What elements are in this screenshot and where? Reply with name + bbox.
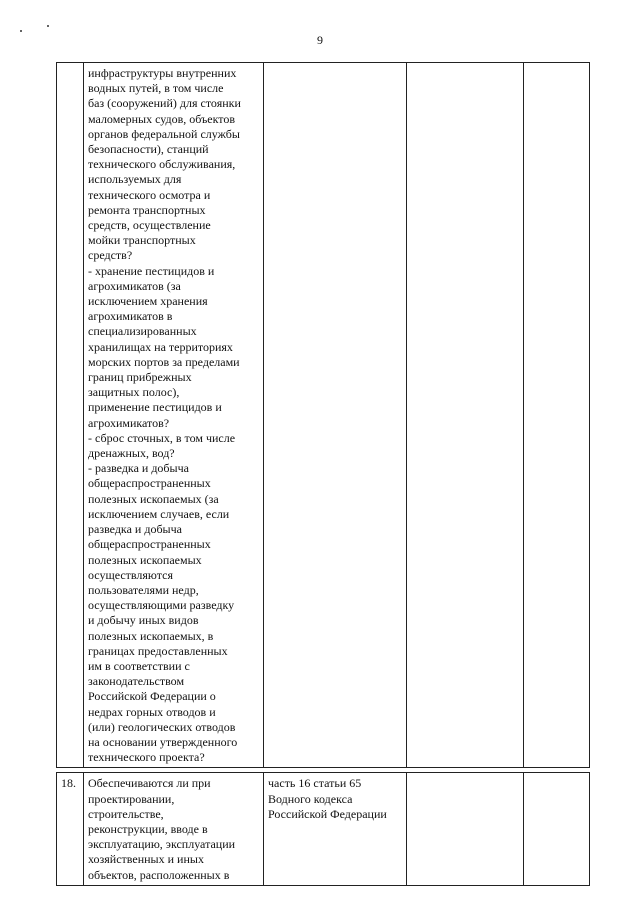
table-row (57, 773, 590, 886)
text-line: ремонта транспортных (88, 202, 206, 217)
text-line: дренажных, вод? (88, 446, 175, 461)
text-line: безопасности), станций (88, 142, 209, 157)
text-line: Обеспечиваются ли при (88, 776, 211, 791)
text-line: осуществляются (88, 567, 173, 582)
text-line: Российской Федерации о (88, 689, 216, 704)
empty-cell (524, 63, 590, 768)
question-cell (84, 773, 264, 886)
text-line: баз (сооружений) для стоянки (88, 96, 241, 111)
empty-cell (407, 63, 524, 768)
question-text (88, 776, 259, 882)
text-line: морских портов за пределами (88, 354, 240, 369)
empty-cell (407, 773, 524, 886)
text-line: специализированных (88, 324, 197, 339)
text-line: реконструкции, вводе в (88, 821, 208, 836)
text-line: органов федеральной службы (88, 126, 240, 141)
text-line: технического проекта? (88, 750, 205, 765)
text-line: исключением хранения (88, 294, 208, 309)
text-line: часть 16 статьи 65 (268, 776, 362, 791)
reference-cell (264, 63, 407, 768)
text-line: мойки транспортных (88, 233, 196, 248)
text-line: исключением случаев, если (88, 506, 230, 521)
text-line: недрах горных отводов и (88, 704, 216, 719)
row-number-cell: 18. (57, 773, 84, 886)
text-line: водных путей, в том числе (88, 81, 224, 96)
text-line: эксплуатацию, эксплуатации (88, 837, 236, 852)
text-line: осуществляющими разведку (88, 598, 235, 613)
text-line: полезных ископаемых, в (88, 628, 214, 643)
text-line: инфраструктуры внутренних (88, 66, 237, 80)
text-line: агрохимикатов? (88, 415, 170, 430)
text-line: технического обслуживания, (88, 157, 236, 172)
text-line: агрохимикатов в (88, 309, 173, 324)
text-line: разведка и добыча (88, 522, 182, 537)
text-line: Водного кодекса (268, 791, 353, 806)
text-line: - сброс сточных, в том числе (88, 430, 236, 445)
table-row (57, 63, 590, 768)
text-line: защитных полос), (88, 385, 180, 400)
empty-cell (524, 773, 590, 886)
reference-cell (264, 773, 407, 886)
text-line: - хранение пестицидов и (88, 263, 215, 278)
text-line: строительстве, (88, 806, 164, 821)
text-line: полезных ископаемых (88, 552, 202, 567)
page-number: 9 (317, 33, 323, 47)
text-line: технического осмотра и (88, 187, 211, 202)
text-line: хранилищах на территориях (88, 339, 233, 354)
text-line: используемых для (88, 172, 182, 187)
row-number-cell (57, 63, 84, 768)
text-line: и добычу иных видов (88, 613, 199, 628)
text-line: общераспространенных (88, 476, 211, 491)
text-line: объектов, расположенных в (88, 867, 230, 882)
text-line: общераспространенных (88, 537, 211, 552)
text-line: проектировании, (88, 791, 175, 806)
requirements-table (56, 62, 590, 886)
text-line: применение пестицидов и (88, 400, 222, 415)
text-line: (или) геологических отводов (88, 719, 236, 734)
text-line: законодательством (88, 674, 185, 689)
text-line: пользователями недр, (88, 582, 199, 597)
text-line: границ прибрежных (88, 370, 192, 385)
text-line: на основании утвержденного (88, 734, 238, 749)
text-line: им в соответствии с (88, 658, 190, 673)
text-line: хозяйственных и иных (88, 852, 204, 867)
text-line: средств? (88, 248, 133, 263)
text-line: полезных ископаемых (за (88, 491, 219, 506)
text-line: средств, осуществление (88, 218, 211, 233)
question-cell (84, 63, 264, 768)
scan-speck (20, 30, 22, 32)
text-line: границах предоставленных (88, 643, 228, 658)
text-line: агрохимикатов (за (88, 278, 181, 293)
text-line: маломерных судов, объектов (88, 111, 236, 126)
question-text (88, 66, 259, 765)
legal-reference-text (268, 776, 402, 822)
scan-speck (47, 25, 49, 27)
text-line: Российской Федерации (268, 806, 387, 821)
text-line: - разведка и добыча (88, 461, 189, 476)
